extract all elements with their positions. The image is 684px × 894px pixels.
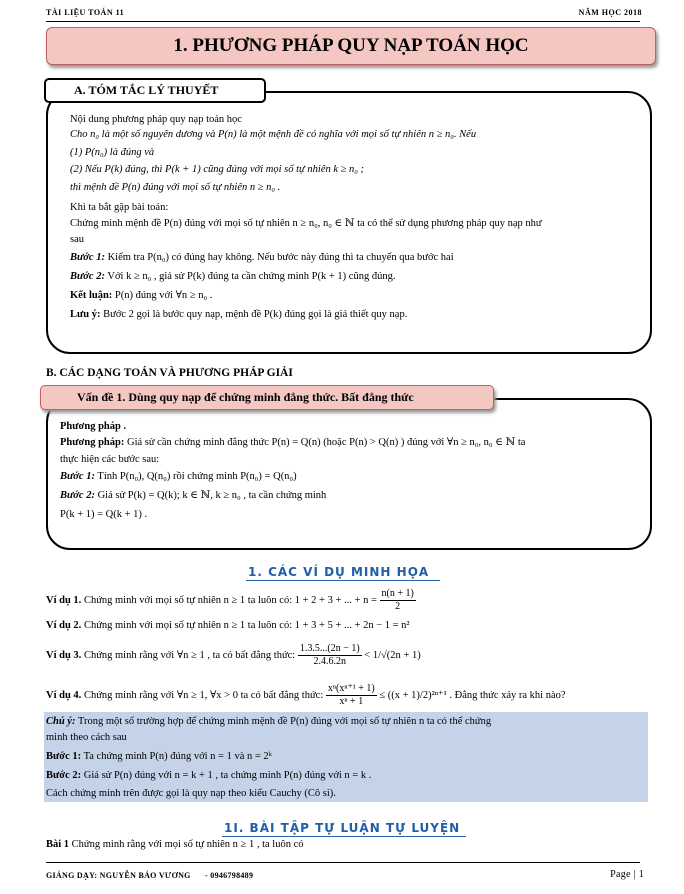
method-line-1: Phương pháp: Giả sử cần chứng minh đẳng thức P(n) = Q(n) (hoặc P(n) > Q(n) ) đúng với ∀n ≥ n₀, n₀ ∈ ℕ ta — [60, 437, 526, 448]
header-right: NĂM HỌC 2018 — [578, 8, 642, 17]
example-2: Ví dụ 2. Chứng minh với mọi số tự nhiên n ≥ 1 ta luôn có: 1 + 3 + 5 + ... + 2n − 1 = n² — [46, 620, 410, 631]
note-box — [44, 712, 648, 802]
theory-step-2: Bước 2: Với k ≥ n₀ , giả sử P(k) đúng ta cần chứng minh P(k + 1) cũng đúng. — [70, 271, 396, 282]
method-box — [46, 398, 652, 550]
page-title: 1. PHƯƠNG PHÁP QUY NẠP TOÁN HỌC — [46, 27, 656, 65]
theory-line-2: Cho n₀ là một số nguyên dương và P(n) là một mệnh đề có nghĩa với mọi số tự nhiên n ≥ n₀. Nếu — [70, 129, 477, 140]
examples-heading: 1. CÁC VÍ DỤ MINH HỌA — [248, 565, 430, 579]
method-step-1: Bước 1: Tính P(n₀), Q(n₀) rồi chứng minh P(n₀) = Q(n₀) — [60, 471, 297, 482]
footer-page-number: Page | 1 — [610, 869, 644, 880]
theory-line-4: (2) Nếu P(k) đúng, thì P(k + 1) cũng đúng với mọi số tự nhiên k ≥ n₀ ; — [70, 164, 365, 175]
method-line-2: thực hiện các bước sau: — [60, 454, 160, 465]
theory-line-3: (1) P(n₀) là đúng và — [70, 147, 155, 158]
example-1: Ví dụ 1. Chứng minh với mọi số tự nhiên n ≥ 1 ta luôn có: 1 + 2 + 3 + ... + n = $\frac{n(n + 1)}{2}$ — [46, 588, 414, 612]
note-line-2: minh theo cách sau — [46, 732, 127, 743]
exercises-heading: 1I. BÀI TẬP TỰ LUẬN TỰ LUYỆN — [224, 821, 461, 835]
theory-line-8: sau — [70, 234, 84, 245]
theory-line-7: Chứng minh mệnh đề P(n) đúng với mọi số tự nhiên n ≥ n₀, n₀ ∈ ℕ ta có thể sử dụng phương pháp quy nạp như — [70, 218, 542, 229]
footer-phone: - 0946798489 — [205, 871, 254, 880]
example-3-fraction: $\frac{1.3.5...(2n - 1)}{2.4.6.2n}$ — [299, 643, 360, 667]
method-step-2: Bước 2: Giả sử P(k) = Q(k); k ∈ ℕ, k ≥ n₀ , ta cần chứng minh — [60, 490, 327, 501]
method-title: Phương pháp . — [60, 421, 127, 432]
header-left: TÀI LIỆU TOÁN 11 — [46, 8, 125, 17]
example-4: Ví dụ 4. Chứng minh rằng với ∀n ≥ 1, ∀x > 0 ta có bất đẳng thức: $\frac{\text{xⁿ(xⁿ⁺¹ + 1)}}{\text{xⁿ + 1}}$ ≤ ((x + 1)/2)²ⁿ⁺¹ . Đẳng thức xảy ra khi nào? — [46, 683, 566, 707]
issue-1-heading: Vấn đề 1. Dùng quy nạp để chứng minh đẳng thức. Bất đẳng thức — [40, 385, 494, 410]
example-1-fraction: $\frac{n(n + 1)}{2}$ — [381, 588, 414, 612]
theory-note: Lưu ý: Bước 2 gọi là bước quy nạp, mệnh đề P(k) đúng gọi là giả thiết quy nạp. — [70, 309, 408, 320]
exercises-heading-underline — [222, 836, 466, 837]
header-divider — [46, 21, 640, 22]
theory-conclusion: Kết luận: P(n) đúng với ∀n ≥ n₀ . — [70, 290, 213, 301]
section-b-heading: B. CÁC DẠNG TOÁN VÀ PHƯƠNG PHÁP GIẢI — [46, 367, 293, 379]
note-line-5: Cách chứng minh trên được gọi là quy nạp theo kiểu Cauchy (Cô si). — [46, 788, 336, 799]
example-4-fraction: $\frac{\text{xⁿ(xⁿ⁺¹ + 1)}}{\text{xⁿ + 1}}$ — [327, 683, 375, 707]
note-step-2: Bước 2: Giả sử P(n) đúng với n = k + 1 , ta chứng minh P(n) đúng với n = k . — [46, 770, 372, 781]
theory-step-1: Bước 1: Kiểm tra P(n₀) có đúng hay không. Nếu bước này đúng thì ta chuyển qua bước hai — [70, 252, 454, 263]
footer-divider — [46, 862, 640, 863]
method-step-2-line2: P(k + 1) = Q(k + 1) . — [60, 509, 148, 520]
section-a-heading: A. TÓM TẮC LÝ THUYẾT — [44, 78, 266, 103]
example-3: Ví dụ 3. Chứng minh rằng với ∀n ≥ 1 , ta có bất đẳng thức: $\frac{1.3.5...(2n - 1)}{2.4.6.2n}$ < 1/√(2n + 1) — [46, 643, 421, 667]
footer-author: GIẢNG DẠY: NGUYỄN BẢO VƯƠNG — [46, 871, 191, 880]
theory-box — [46, 91, 652, 354]
theory-line-5: thì mệnh đề P(n) đúng với mọi số tự nhiên n ≥ n₀ . — [70, 182, 281, 193]
note-step-1: Bước 1: Ta chứng minh P(n) đúng với n = 1 và n = 2ᵏ — [46, 751, 272, 762]
note-line-1: Chú ý: Trong một số trường hợp để chứng minh mệnh đề P(n) đúng với mọi số tự nhiên n ta có thể chứng — [46, 716, 492, 727]
theory-line-6: Khi ta bắt gặp bài toán: — [70, 202, 169, 213]
examples-heading-underline — [246, 580, 440, 581]
theory-line-1: Nội dung phương pháp quy nạp toán học — [70, 114, 242, 125]
exercise-1: Bài 1 Chứng minh rằng với mọi số tự nhiên n ≥ 1 , ta luôn có — [46, 839, 304, 850]
